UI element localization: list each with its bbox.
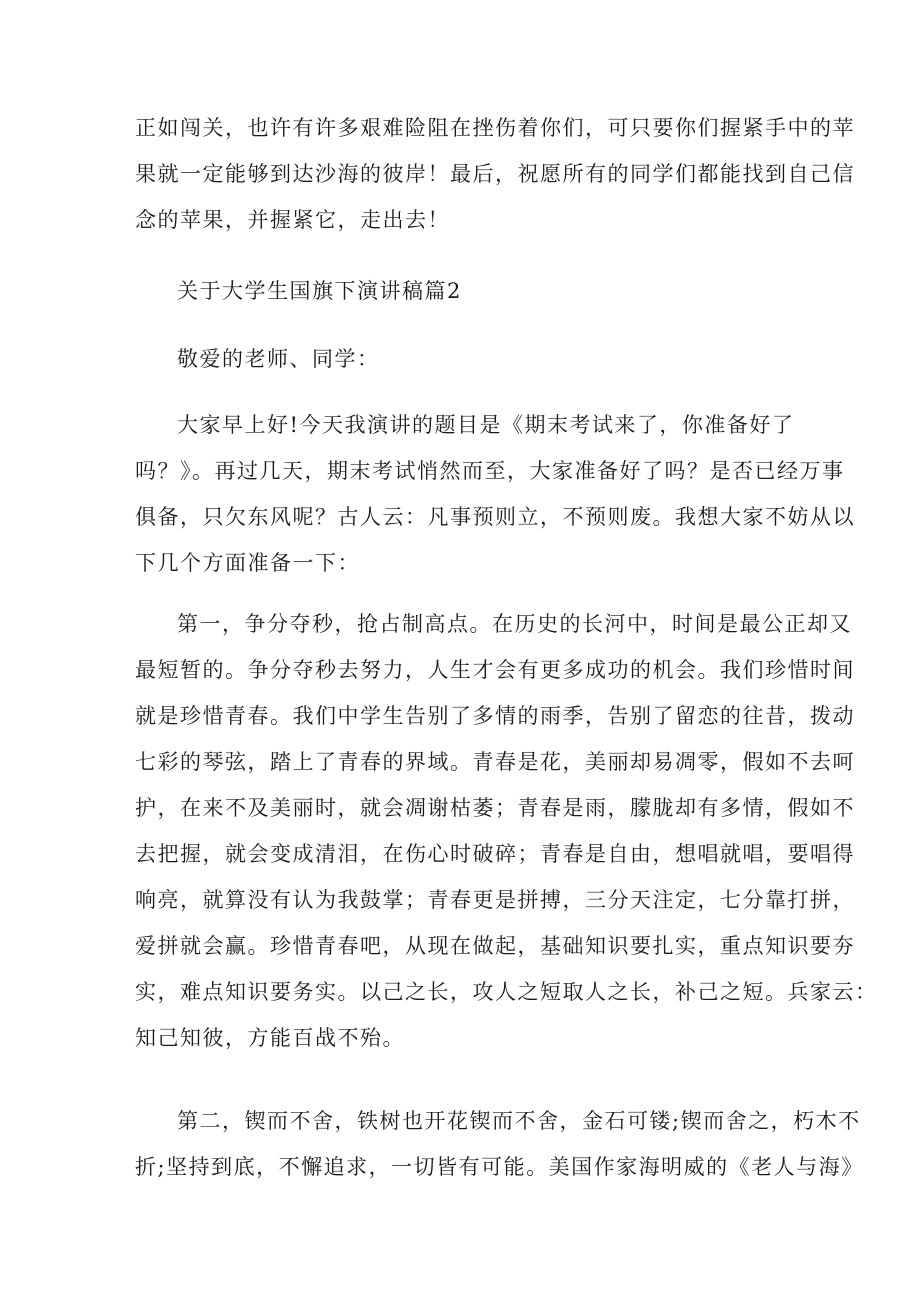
heading-line: 关于大学生国旗下演讲稿篇2 (177, 279, 462, 303)
text-line: 下几个方面准备一下： (135, 551, 360, 575)
text-line: 正如闯关，也许有许多艰难险阻在挫伤着你们，可只要你们握紧手中的苹 (135, 116, 855, 140)
text-line: 大家早上好!今天我演讲的题目是《期末考试来了，你准备好了 (177, 413, 795, 437)
text-line: 爱拼就会赢。珍惜青春吧，从现在做起，基础知识要扎实，重点知识要夯 (135, 934, 855, 958)
text-line: 俱备，只欠东风呢？古人云：凡事预则立，不预则废。我想大家不妨从以 (135, 505, 855, 529)
paragraph-second-point (135, 1098, 864, 1190)
paragraph-closing (135, 105, 855, 243)
paragraph-first-point (135, 601, 878, 1061)
text-line: 第二，锲而不舍，铁树也开花锲而不舍，金石可镂;锲而舍之，朽木不 (177, 1109, 861, 1133)
text-line: 实，难点知识要务实。以己之长，攻人之短取人之长，补己之短。兵家云： (135, 980, 878, 1004)
text-line: 吗？》。再过几天，期末考试悄然而至，大家准备好了吗？是否已经万事 (135, 459, 845, 483)
text-line: 果就一定能够到达沙海的彼岸！最后，祝愿所有的同学们都能找到自己信 (135, 162, 855, 186)
text-line: 去把握，就会变成清泪，在伤心时破碎；青春是自由，想唱就唱，要唱得 (135, 842, 855, 866)
text-line: 护，在来不及美丽时，就会凋谢枯萎；青春是雨，朦胧却有多情，假如不 (135, 796, 855, 820)
section-heading (135, 268, 795, 314)
salutation (135, 336, 795, 382)
text-line: 念的苹果，并握紧它，走出去！ (135, 208, 450, 232)
paragraph-intro (135, 402, 855, 586)
text-line: 第一，争分夺秒，抢占制高点。在历史的长河中，时间是最公正却又 (177, 612, 852, 636)
salutation-line: 敬爱的老师、同学： (177, 347, 380, 371)
text-line: 知己知彼，方能百战不殆。 (135, 1026, 405, 1050)
text-line: 七彩的琴弦，踏上了青春的界域。青春是花，美丽却易凋零，假如不去呵 (135, 750, 855, 774)
text-line: 折;坚持到底，不懈追求，一切皆有可能。美国作家海明威的《老人与海》 (135, 1155, 864, 1179)
text-line: 就是珍惜青春。我们中学生告别了多情的雨季，告别了留恋的往昔，拨动 (135, 704, 855, 728)
text-line: 响亮，就算没有认为我鼓掌；青春更是拼搏，三分天注定，七分靠打拼， (135, 888, 855, 912)
text-line: 最短暂的。争分夺秒去努力，人生才会有更多成功的机会。我们珍惜时间 (135, 658, 855, 682)
